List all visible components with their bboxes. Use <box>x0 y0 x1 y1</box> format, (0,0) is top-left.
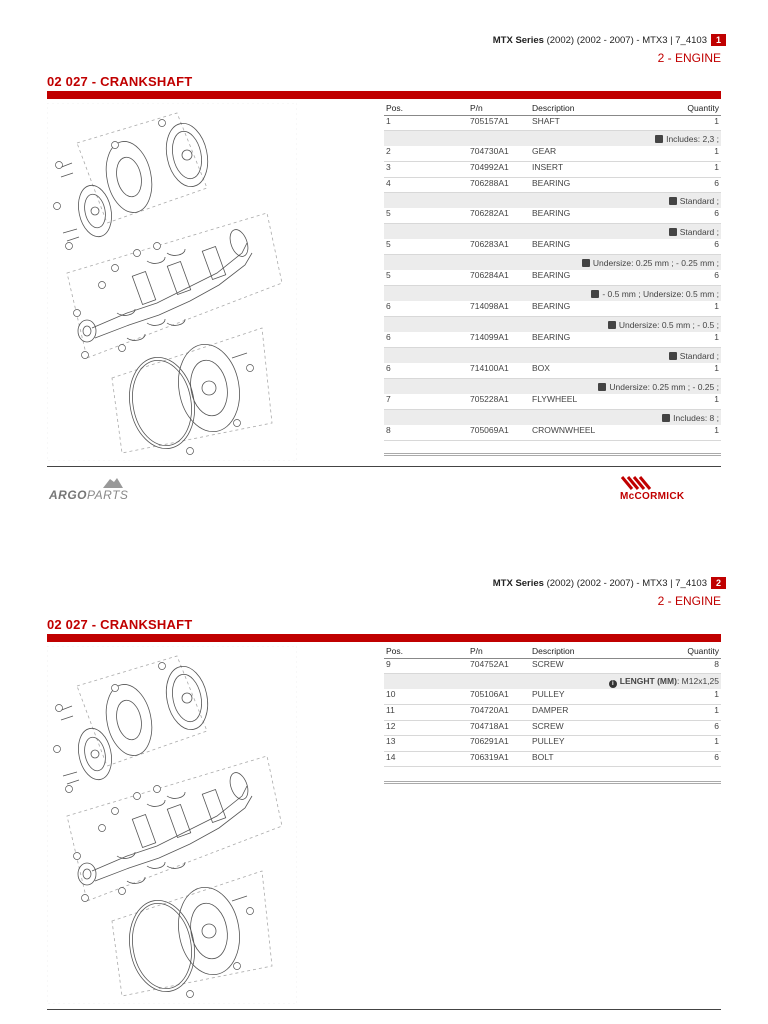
part-description: FLYWHEEL <box>530 394 640 410</box>
part-number: 706291A1 <box>468 736 530 752</box>
note-row <box>384 379 721 395</box>
footer-divider <box>47 1009 721 1010</box>
part-quantity: 6 <box>640 177 721 193</box>
note-text: Undersize: 0.5 mm ; - 0.5 ; <box>618 319 719 330</box>
catalog-page-2 <box>0 543 768 1024</box>
part-description: BEARING <box>530 332 640 348</box>
part-position: 6 <box>384 363 468 379</box>
part-position: 5 <box>384 208 468 224</box>
clipboard-icon <box>582 259 590 267</box>
part-description: CROWNWHEEL <box>530 425 640 441</box>
note-text: Standard ; <box>679 195 719 206</box>
footer-divider <box>47 466 721 467</box>
part-row <box>384 736 721 752</box>
note-text: Undersize: 0.25 mm ; - 0.25 ; <box>609 381 719 392</box>
part-row <box>384 270 721 286</box>
part-number: 705106A1 <box>468 689 530 705</box>
parts-table-header <box>384 645 721 658</box>
part-description: BEARING <box>530 270 640 286</box>
part-position: 12 <box>384 720 468 736</box>
page-number-badge: 2 <box>711 577 726 589</box>
part-row <box>384 332 721 348</box>
part-row <box>384 177 721 193</box>
part-quantity: 1 <box>640 689 721 705</box>
part-position: 10 <box>384 689 468 705</box>
part-number: 706283A1 <box>468 239 530 255</box>
part-quantity: 6 <box>640 208 721 224</box>
note-text: : M12x1,25 <box>676 675 719 686</box>
part-row <box>384 425 721 441</box>
part-position: 5 <box>384 270 468 286</box>
section-divider <box>47 91 721 99</box>
section-title: 02 027 - CRANKSHAFT <box>47 74 193 89</box>
part-description: BEARING <box>530 208 640 224</box>
note-row <box>384 410 721 426</box>
part-number: 706288A1 <box>468 177 530 193</box>
note-row <box>384 317 721 333</box>
part-description: PULLEY <box>530 689 640 705</box>
part-row <box>384 658 721 674</box>
part-row <box>384 162 721 178</box>
col-pn: P/n <box>468 102 530 115</box>
info-icon: i <box>609 680 617 688</box>
note-text: Includes: 2,3 ; <box>666 133 719 144</box>
diagram-callouts <box>54 120 254 455</box>
part-description: BEARING <box>530 239 640 255</box>
note-row <box>384 131 721 147</box>
part-row <box>384 301 721 317</box>
note-text: Includes: 8 ; <box>673 412 719 423</box>
parts-table-header <box>384 102 721 115</box>
part-number: 706282A1 <box>468 208 530 224</box>
part-position: 4 <box>384 177 468 193</box>
part-number: 704752A1 <box>468 658 530 674</box>
col-pn: P/n <box>468 645 530 658</box>
note-label: LENGHT (MM) <box>619 675 677 686</box>
part-quantity: 6 <box>640 720 721 736</box>
part-position: 9 <box>384 658 468 674</box>
part-description: BOLT <box>530 751 640 767</box>
note-row <box>384 193 721 209</box>
part-position: 1 <box>384 115 468 131</box>
part-position: 11 <box>384 705 468 721</box>
part-number: 714099A1 <box>468 332 530 348</box>
group-title: 2 - ENGINE <box>657 51 721 65</box>
parts-table <box>384 645 721 767</box>
part-description: SCREW <box>530 658 640 674</box>
part-number: 704720A1 <box>468 705 530 721</box>
part-row <box>384 115 721 131</box>
series-header: MTX Series (2002) (2002 - 2007) - MTX3 | 7_4103 2 <box>493 577 726 589</box>
note-text: Undersize: 0.25 mm ; - 0.25 mm ; <box>592 257 719 268</box>
argoparts-logo-mark <box>101 476 125 488</box>
part-description: GEAR <box>530 146 640 162</box>
part-quantity: 6 <box>640 239 721 255</box>
part-quantity: 1 <box>640 705 721 721</box>
clipboard-icon <box>598 383 606 391</box>
part-number: 706319A1 <box>468 751 530 767</box>
page-number-badge: 1 <box>711 34 726 46</box>
table-end-rule <box>384 453 721 456</box>
part-description: SHAFT <box>530 115 640 131</box>
part-quantity: 1 <box>640 301 721 317</box>
part-row <box>384 720 721 736</box>
series-header: MTX Series (2002) (2002 - 2007) - MTX3 | 7_4103 1 <box>493 34 726 46</box>
col-pos: Pos. <box>384 645 468 658</box>
part-number: 706284A1 <box>468 270 530 286</box>
col-quantity: Quantity <box>640 645 721 658</box>
part-quantity: 1 <box>640 425 721 441</box>
part-row <box>384 208 721 224</box>
part-quantity: 6 <box>640 270 721 286</box>
part-number: 714098A1 <box>468 301 530 317</box>
part-row <box>384 239 721 255</box>
part-number: 705157A1 <box>468 115 530 131</box>
note-row <box>384 286 721 302</box>
part-position: 5 <box>384 239 468 255</box>
part-quantity: 6 <box>640 751 721 767</box>
note-row <box>384 674 721 690</box>
note-row <box>384 255 721 271</box>
part-position: 14 <box>384 751 468 767</box>
part-number: 704730A1 <box>468 146 530 162</box>
note-text: Standard ; <box>679 226 719 237</box>
part-number: 704718A1 <box>468 720 530 736</box>
part-position: 2 <box>384 146 468 162</box>
col-description: Description <box>530 645 640 658</box>
part-quantity: 1 <box>640 146 721 162</box>
clipboard-icon <box>591 290 599 298</box>
col-description: Description <box>530 102 640 115</box>
part-number: 705228A1 <box>468 394 530 410</box>
part-quantity: 1 <box>640 394 721 410</box>
note-text: Standard ; <box>679 350 719 361</box>
part-position: 7 <box>384 394 468 410</box>
diagram-linework <box>47 103 297 461</box>
part-description: DAMPER <box>530 705 640 721</box>
diagram-callouts <box>54 663 254 998</box>
part-row <box>384 751 721 767</box>
clipboard-icon <box>669 352 677 360</box>
clipboard-icon <box>608 321 616 329</box>
col-pos: Pos. <box>384 102 468 115</box>
part-description: BEARING <box>530 301 640 317</box>
part-quantity: 1 <box>640 363 721 379</box>
part-row <box>384 146 721 162</box>
part-description: BEARING <box>530 177 640 193</box>
clipboard-icon <box>669 197 677 205</box>
diagram-linework <box>47 646 297 1004</box>
clipboard-icon <box>662 414 670 422</box>
part-number: 705069A1 <box>468 425 530 441</box>
part-row <box>384 689 721 705</box>
part-position: 6 <box>384 301 468 317</box>
part-row <box>384 394 721 410</box>
part-description: PULLEY <box>530 736 640 752</box>
clipboard-icon <box>655 135 663 143</box>
part-number: 714100A1 <box>468 363 530 379</box>
note-text: - 0.5 mm ; Undersize: 0.5 mm ; <box>602 288 719 299</box>
part-row <box>384 363 721 379</box>
part-quantity: 1 <box>640 332 721 348</box>
section-title: 02 027 - CRANKSHAFT <box>47 617 193 632</box>
part-position: 3 <box>384 162 468 178</box>
mccormick-logo: McCORMICK <box>620 476 720 504</box>
group-title: 2 - ENGINE <box>657 594 721 608</box>
mccormick-logo-mark <box>620 476 654 490</box>
part-number: 704992A1 <box>468 162 530 178</box>
argoparts-logo: ARGOPARTS <box>49 476 139 504</box>
note-row <box>384 224 721 240</box>
parts-table <box>384 102 721 441</box>
section-divider <box>47 634 721 642</box>
part-position: 13 <box>384 736 468 752</box>
col-quantity: Quantity <box>640 102 721 115</box>
part-row <box>384 705 721 721</box>
crankshaft-exploded-diagram <box>47 646 297 1004</box>
part-description: BOX <box>530 363 640 379</box>
crankshaft-exploded-diagram <box>47 103 297 461</box>
clipboard-icon <box>669 228 677 236</box>
part-quantity: 8 <box>640 658 721 674</box>
part-quantity: 1 <box>640 736 721 752</box>
table-end-rule <box>384 781 721 784</box>
part-description: INSERT <box>530 162 640 178</box>
part-quantity: 1 <box>640 115 721 131</box>
part-position: 8 <box>384 425 468 441</box>
part-description: SCREW <box>530 720 640 736</box>
note-row <box>384 348 721 364</box>
part-position: 6 <box>384 332 468 348</box>
part-quantity: 1 <box>640 162 721 178</box>
